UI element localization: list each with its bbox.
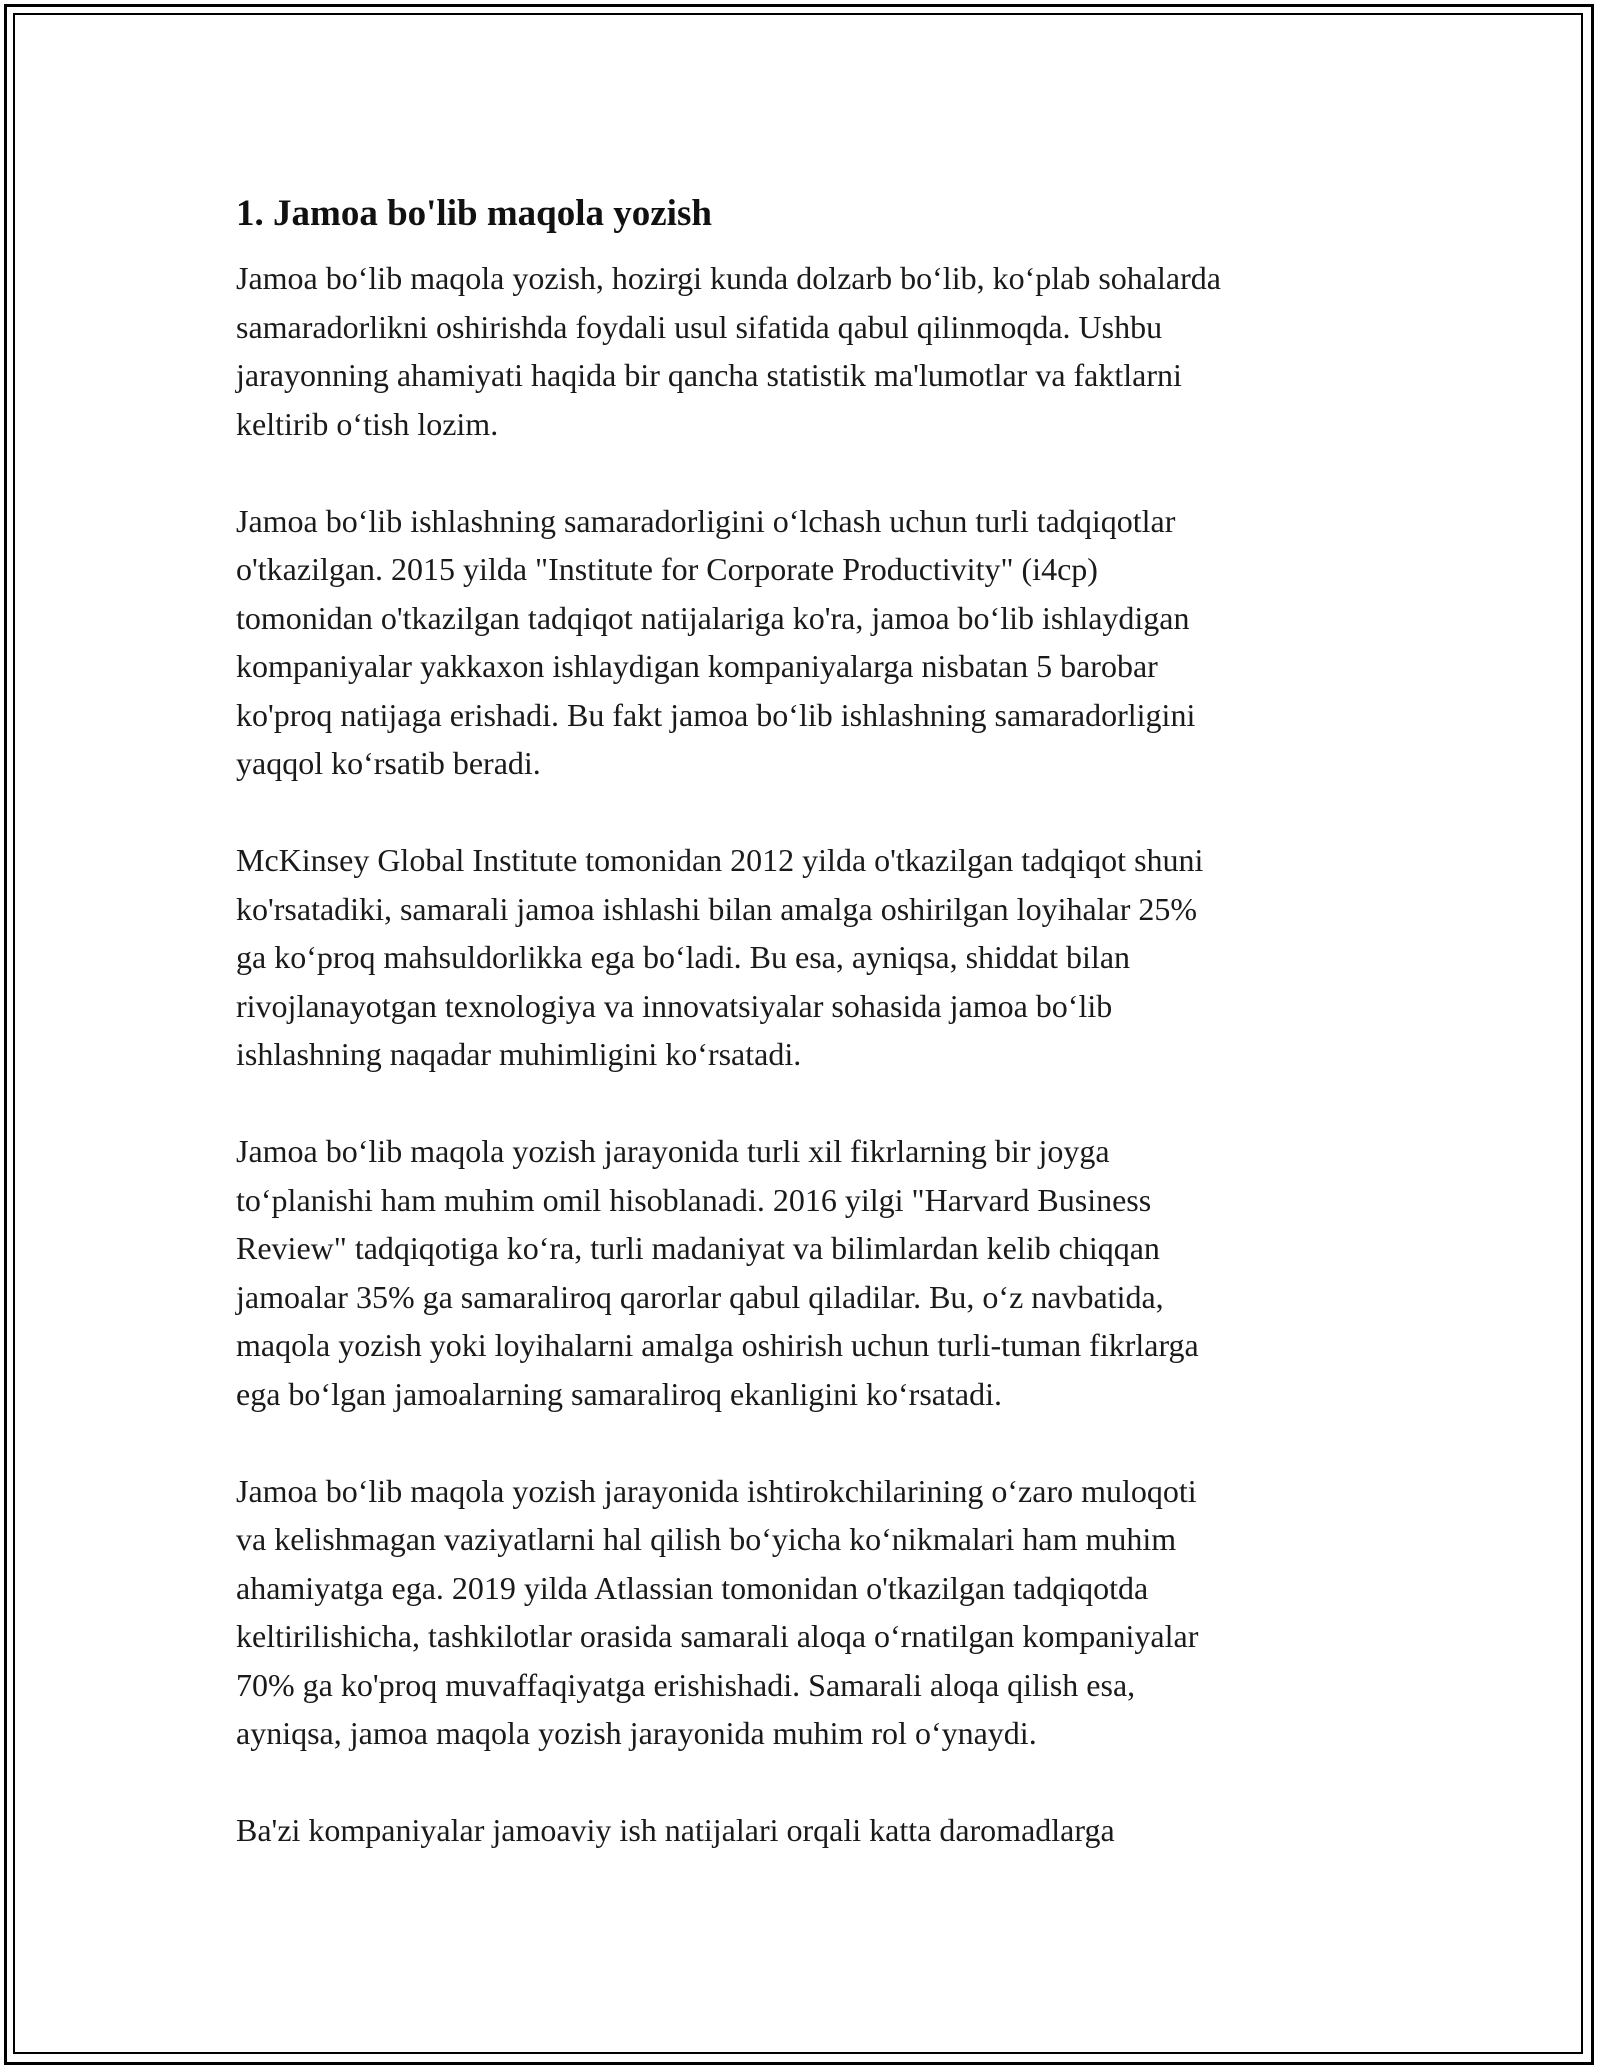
paragraph-4 — [236, 1127, 1386, 1418]
paragraph-line: ayniqsa, jamoa maqola yozish jarayonida muhim rol oʻynaydi. — [236, 1715, 1037, 1751]
paragraph-1 — [236, 254, 1386, 448]
paragraph-6 — [236, 1806, 1386, 1855]
paragraph-line: rivojlanayotgan texnologiya va innovatsiyalar sohasida jamoa boʻlib — [236, 987, 1113, 1024]
paragraph-line: ga koʻproq mahsuldorlikka ega boʻladi. Bu esa, ayniqsa, shiddat bilan — [236, 939, 1131, 975]
paragraph-line: jarayonning ahamiyati haqida bir qancha statistik ma'lumotlar va faktlarni — [236, 357, 1182, 393]
paragraph-line: ega boʻlgan jamoalarning samaraliroq ekanligini koʻrsatadi. — [236, 1375, 1002, 1412]
paragraph-line: ko'rsatadiki, samarali jamoa ishlashi bilan amalga oshirilgan loyihalar 25% — [236, 890, 1198, 927]
paragraph-line: kompaniyalar yakkaxon ishlaydigan kompaniyalarga nisbatan 5 barobar — [236, 648, 1158, 684]
paragraph-line: tomonidan o'tkazilgan tadqiqot natijalariga ko'ra, jamoa boʻlib ishlaydigan — [236, 599, 1190, 636]
paragraph-line: Jamoa boʻlib ishlashning samaradorligini oʻlchash uchun turli tadqiqotlar — [236, 502, 1176, 539]
paragraph-3 — [236, 836, 1386, 1079]
paragraph-line: Ba'zi kompaniyalar jamoaviy ish natijalari orqali katta daromadlarga — [236, 1812, 1115, 1848]
paragraph-line: Jamoa boʻlib maqola yozish, hozirgi kunda dolzarb boʻlib, koʻplab sohalarda — [236, 260, 1221, 296]
paragraph-5 — [236, 1467, 1386, 1758]
paragraph-line: yaqqol koʻrsatib beradi. — [236, 745, 541, 781]
paragraph-line: ahamiyatga ega. 2019 yilda Atlassian tomonidan o'tkazilgan tadqiqotda — [236, 1569, 1149, 1606]
paragraph-line: Jamoa boʻlib maqola yozish jarayonida ishtirokchilarining oʻzaro muloqoti — [236, 1472, 1197, 1509]
paragraph-line: toʻplanishi ham muhim omil hisoblanadi. 2016 yilgi "Harvard Business — [236, 1181, 1152, 1218]
paragraph-line: Review" tadqiqotiga koʻra, turli madaniyat va bilimlardan kelib chiqqan — [236, 1230, 1160, 1266]
paragraph-line: samaradorlikni oshirishda foydali usul sifatida qabul qilinmoqda. Ushbu — [236, 308, 1163, 345]
paragraph-line: ishlashning naqadar muhimligini koʻrsatadi. — [236, 1036, 802, 1072]
paragraph-line: 70% ga ko'proq muvaffaqiyatga erishishadi. Samarali aloqa qilish esa, — [236, 1666, 1136, 1703]
paragraph-line: Jamoa boʻlib maqola yozish jarayonida turli xil fikrlarning bir joyga — [236, 1133, 1110, 1169]
document-body — [236, 186, 1386, 1903]
paragraph-line: o'tkazilgan. 2015 yilda "Institute for Corporate Productivity" (i4cp) — [236, 551, 1098, 587]
paragraph-2 — [236, 497, 1386, 788]
paragraph-line: va kelishmagan vaziyatlarni hal qilish boʻyicha koʻnikmalari ham muhim — [236, 1521, 1177, 1557]
paragraph-line: jamoalar 35% ga samaraliroq qarorlar qabul qiladilar. Bu, oʻz navbatida, — [236, 1278, 1164, 1315]
paragraph-line: keltirilishicha, tashkilotlar orasida samarali aloqa oʻrnatilgan kompaniyalar — [236, 1618, 1199, 1654]
paragraph-line: McKinsey Global Institute tomonidan 2012 yilda o'tkazilgan tadqiqot shuni — [236, 842, 1204, 878]
paragraph-line: ko'proq natijaga erishadi. Bu fakt jamoa boʻlib ishlashning samaradorligini — [236, 696, 1196, 733]
paragraph-line: keltirib oʻtish lozim. — [236, 405, 499, 442]
paragraph-line: maqola yozish yoki loyihalarni amalga oshirish uchun turli-tuman fikrlarga — [236, 1327, 1199, 1363]
section-heading: 1. Jamoa bo'lib maqola yozish — [236, 193, 712, 234]
